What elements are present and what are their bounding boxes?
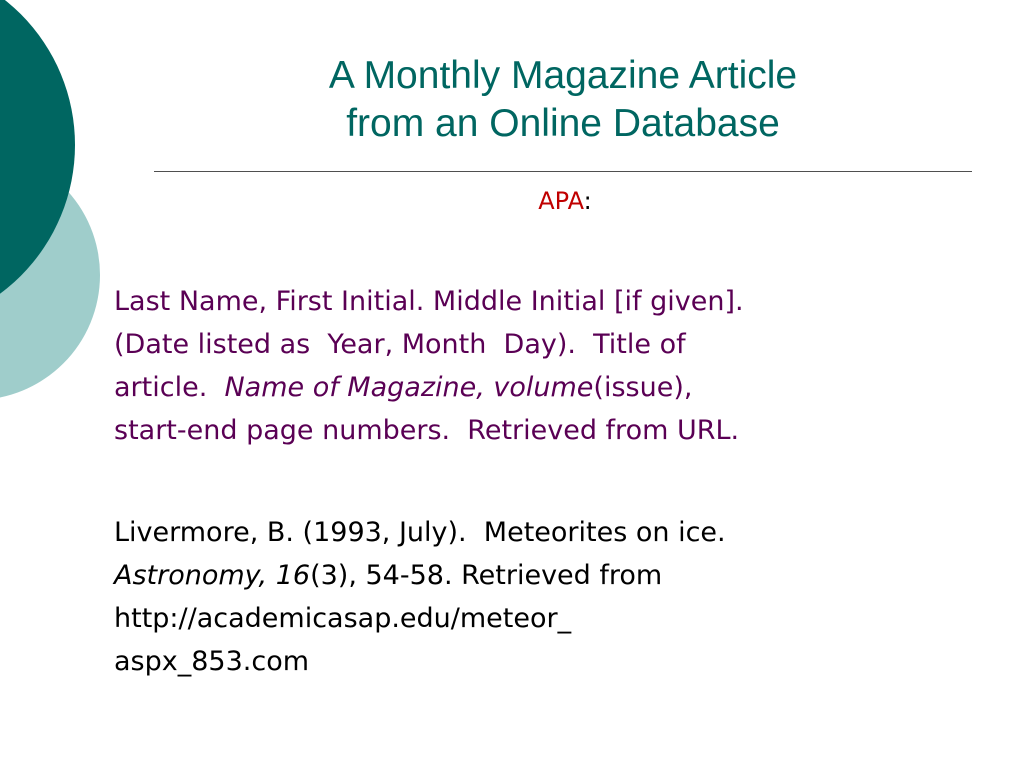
example-line-1: Livermore, B. (1993, July). Meteorites on ice. [114,517,726,548]
format-line-2: (Date listed as Year, Month Day). Title of [114,329,686,360]
apa-example-citation [114,511,1024,683]
example-url-line-2: aspx_853.com [114,646,310,677]
format-line-4: start-end page numbers. Retrieved from URL. [114,415,740,446]
apa-format-template [114,280,1024,452]
format-line-3 [114,366,1024,409]
slide-title [150,52,976,148]
format-magazine-volume: Name of Magazine, volume [224,372,594,403]
apa-colon: : [583,187,592,215]
apa-label: APA [538,187,584,215]
example-url-line-1: http://academicasap.edu/meteor_ [114,603,572,634]
format-line-3-suffix: (issue), [593,372,693,403]
apa-heading [0,183,1024,219]
example-journal-volume: Astronomy, 16 [114,560,311,591]
example-line-2 [114,554,1024,597]
title-divider [154,171,972,172]
title-line-2: from an Online Database [346,102,780,145]
format-line-1: Last Name, First Initial. Middle Initial [if given]. [114,286,744,317]
format-line-3-prefix: article. [114,372,225,403]
example-line-2-suffix: (3), 54-58. Retrieved from [310,560,663,591]
title-line-1: A Monthly Magazine Article [328,54,798,97]
